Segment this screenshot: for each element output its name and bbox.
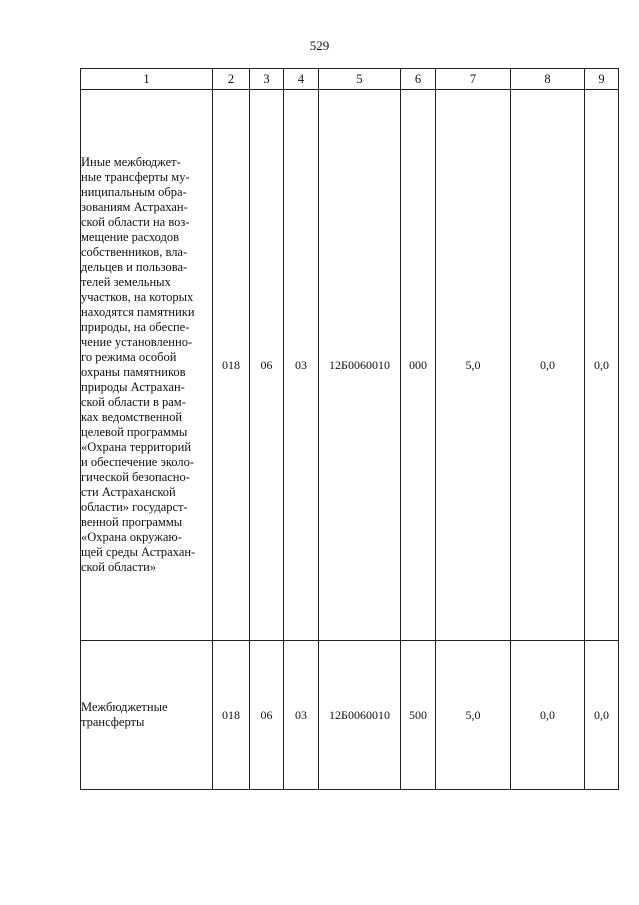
row-description-cell: [81, 641, 213, 790]
row-description: Иные межбюджет- ные трансферты му- ниципальным обра- зованиям Астрахан- ской области на воз- мещение расходов собственников, вла- дельцев и пользова- телей земельных участков, на которых находятся памятники природы, на обеспе- чение установленно- го режима особой охраны памятников природы Астрахан- ской области в рам- ках ведомственной целевой программы «Охрана территорий и обеспечение эколо- гической безопасно- сти Астраханской области» государст- венной программы «Охрана окружаю- щей среды Астрахан- ской области»: [81, 155, 196, 574]
ministry-code: 018: [213, 641, 250, 790]
amount-value: 0,0: [511, 90, 585, 641]
budget-table: [80, 68, 619, 790]
column-header: 1: [81, 69, 213, 90]
target-article-code: 12Б0060010: [319, 90, 401, 641]
column-header: 9: [585, 69, 619, 90]
amount-value: 0,0: [585, 641, 619, 790]
column-header: 6: [401, 69, 436, 90]
ministry-code: 018: [213, 90, 250, 641]
column-header: 4: [284, 69, 319, 90]
section-code: 06: [250, 90, 284, 641]
amount-value: 0,0: [511, 641, 585, 790]
table-row: [81, 90, 619, 641]
table-header-row: [81, 69, 619, 90]
row-description-cell: [81, 90, 213, 641]
table-row: [81, 641, 619, 790]
page-number: 529: [309, 38, 330, 53]
section-code: 06: [250, 641, 284, 790]
row-description: Межбюджетные трансферты: [81, 700, 168, 729]
amount-value: 5,0: [436, 641, 511, 790]
column-header: 8: [511, 69, 585, 90]
column-header: 2: [213, 69, 250, 90]
target-article-code: 12Б0060010: [319, 641, 401, 790]
column-header: 3: [250, 69, 284, 90]
column-header: 5: [319, 69, 401, 90]
subsection-code: 03: [284, 90, 319, 641]
subsection-code: 03: [284, 641, 319, 790]
expense-type-code: 000: [401, 90, 436, 641]
expense-type-code: 500: [401, 641, 436, 790]
column-header: 7: [436, 69, 511, 90]
amount-value: 5,0: [436, 90, 511, 641]
amount-value: 0,0: [585, 90, 619, 641]
